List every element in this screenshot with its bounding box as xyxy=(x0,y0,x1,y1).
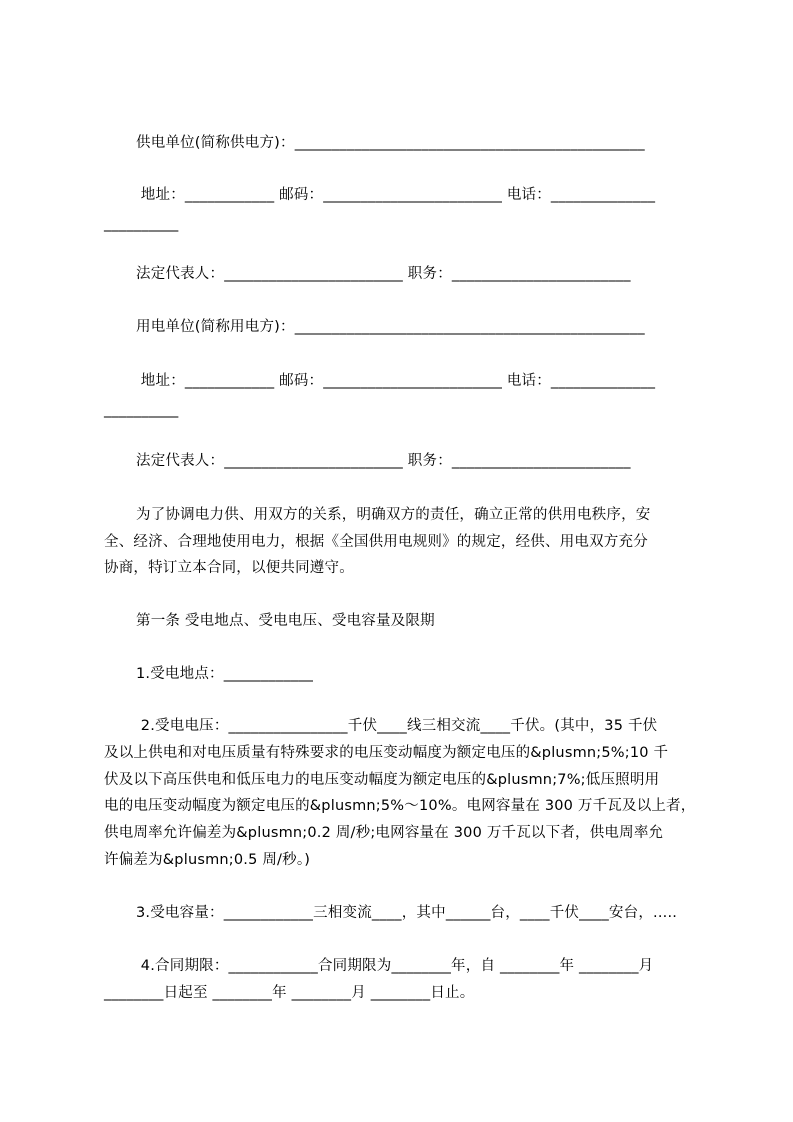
item2-line: 伏及以下高压供电和低压电力的电压变动幅度为额定电压的&plusmn;7%;低压照明用 xyxy=(104,772,660,788)
supplier-address-cont: __________ xyxy=(104,216,179,232)
article1-title: 第一条 受电地点、受电电压、受电容量及限期 xyxy=(136,613,435,629)
supplier-rep-line: 法定代表人：________________________ 职务：________________________ xyxy=(136,266,631,282)
preamble-line: 协商，特订立本合同，以便共同遵守。 xyxy=(104,560,354,576)
item2-line: 电的电压变动幅度为额定电压的&plusmn;5%～10%。电网容量在 300 万千瓦及以上者， xyxy=(104,798,696,814)
item2-line: 2.受电电压：________________千伏____线三相交流____千伏。(其中，35 千伏 xyxy=(136,718,658,734)
item2-line: 及以上供电和对电压质量有特殊要求的电压变动幅度为额定电压的&plusmn;5%;10 千 xyxy=(104,745,669,761)
item1-line: 1.受电地点：____________ xyxy=(136,666,314,682)
preamble-line: 全、经济、合理地使用电力，根据《全国供用电规则》的规定，经供、用电双方充分 xyxy=(104,534,648,550)
supplier-unit-line: 供电单位(简称供电方)：_______________________________________________ xyxy=(136,135,645,151)
preamble-line: 为了协调电力供、用双方的关系，明确双方的责任，确立正常的供用电秩序，安 xyxy=(136,507,651,523)
item3-line: 3.受电容量：____________三相变流____，其中______台，____千伏____安台，..... xyxy=(136,905,678,921)
item4-line: ________日起至 ________年 ________月 ________日止。 xyxy=(104,985,475,1001)
consumer-rep-line: 法定代表人：________________________ 职务：________________________ xyxy=(136,453,631,469)
item4-line: 4.合同期限：____________合同期限为________年，自 ________年 ________月 xyxy=(136,958,654,974)
consumer-unit-line: 用电单位(简称用电方)：_______________________________________________ xyxy=(136,319,645,335)
consumer-address-cont: __________ xyxy=(104,402,179,418)
consumer-address-line: 地址：____________ 邮码：________________________ 电话：______________ xyxy=(136,373,656,389)
item2-line: 供电周率允许偏差为&plusmn;0.2 周/秒;电网容量在 300 万千瓦以下者，供电周率允 xyxy=(104,825,664,841)
supplier-address-line: 地址：____________ 邮码：________________________ 电话：______________ xyxy=(136,187,656,203)
item2-line: 许偏差为&plusmn;0.5 周/秒。) xyxy=(104,852,311,868)
